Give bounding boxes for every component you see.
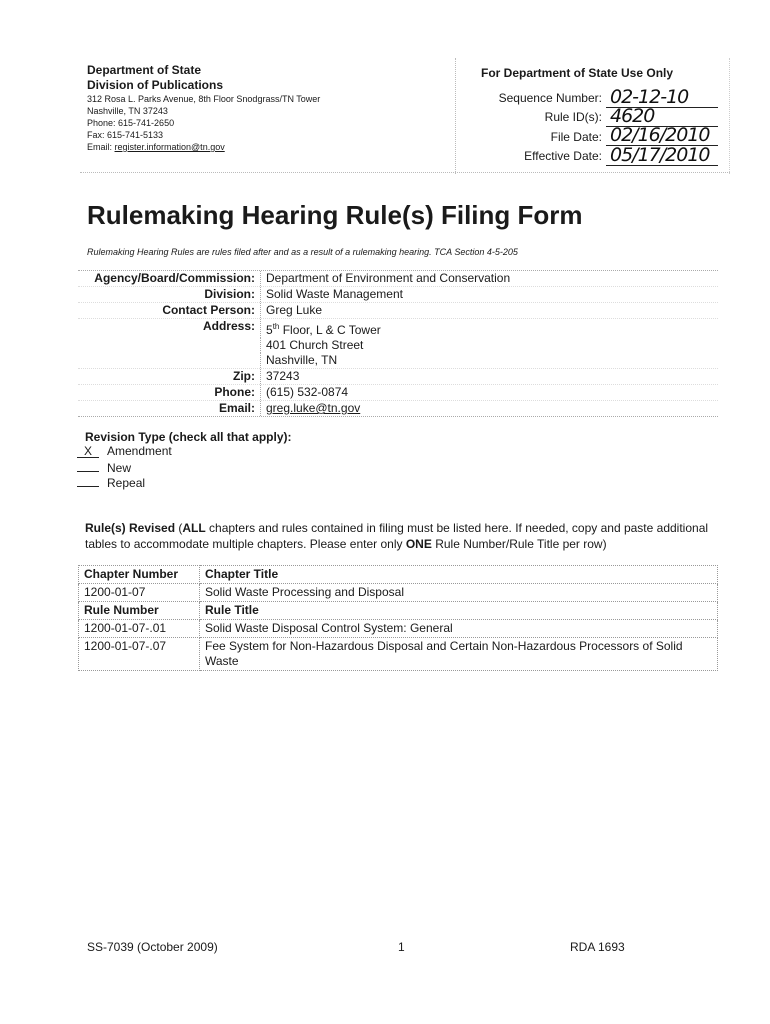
email-value[interactable]: greg.luke@tn.gov [260,401,718,416]
revision-option-label: Amendment [107,444,172,458]
rule-title-cell[interactable]: Fee System for Non-Hazardous Disposal and Certain Non-Hazardous Processors of Solid Waste [200,638,718,671]
chapter-title-cell[interactable]: Solid Waste Processing and Disposal [200,584,718,602]
sequence-number-value[interactable]: 02-12-10 [606,86,718,108]
effective-date-label: Effective Date: [524,149,602,163]
chapter-number-cell[interactable]: 1200-01-07 [79,584,200,602]
revision-type-heading: Revision Type (check all that apply): [85,430,292,444]
publisher-city: Nashville, TN 37243 [87,106,168,116]
file-date-label: File Date: [550,130,602,144]
revision-type-section [85,430,292,489]
address-line-3[interactable]: Nashville, TN [260,353,718,368]
intro-text: ( [175,521,183,535]
rule-number-cell[interactable]: 1200-01-07-.01 [79,620,200,638]
address-line-1[interactable] [260,319,718,338]
revision-checkbox[interactable] [77,459,99,472]
table-row [79,602,718,620]
intro-text: Rule Number/Rule Title per row) [431,537,607,551]
rule-title-header: Rule Title [200,602,718,620]
publisher-email-link[interactable]: register.information@tn.gov [114,142,225,152]
header-divider [80,172,730,173]
revision-option-label: New [107,461,132,475]
table-row [79,620,718,638]
state-use-title: For Department of State Use Only [481,66,674,80]
sequence-number-label: Sequence Number: [498,91,602,105]
rule-number-cell[interactable]: 1200-01-07-.07 [79,638,200,671]
revision-option-new[interactable] [85,459,292,474]
form-title: Rulemaking Hearing Rule(s) Filing Form [87,200,583,230]
revision-checkbox[interactable]: X [77,445,99,458]
address-spacer [78,353,260,368]
agency-info-table [78,270,718,417]
file-date-value[interactable]: 02/16/2010 [606,124,718,146]
contact-person-label: Contact Person: [162,303,255,317]
revision-option-repeal[interactable] [85,474,292,489]
revision-checkbox[interactable] [77,474,99,487]
chapter-title-header: Chapter Title [200,566,718,584]
chapter-number-header: Chapter Number [79,566,200,584]
intro-one: ONE [405,537,432,551]
rda-number: RDA 1693 [570,940,625,954]
rule-title-cell[interactable]: Solid Waste Disposal Control System: General [200,620,718,638]
agency-label: Agency/Board/Commission: [94,271,255,285]
address-line-2[interactable]: 401 Church Street [260,338,718,353]
effective-date-value[interactable]: 05/17/2010 [606,144,718,166]
phone-value[interactable]: (615) 532-0874 [260,385,718,400]
page-number: 1 [398,940,405,954]
zip-label: Zip: [233,369,255,383]
agency-value[interactable]: Department of Environment and Conservation [260,271,718,286]
publisher-address: 312 Rosa L. Parks Avenue, 8th Floor Snodgrass/TN Tower [87,94,321,104]
publisher-fax: Fax: 615-741-5133 [87,130,164,140]
revision-option-amendment[interactable] [85,444,292,459]
rule-ids-label: Rule ID(s): [544,110,602,124]
table-row [79,566,718,584]
department-name: Department of State [87,63,202,77]
rules-table [78,565,718,671]
contact-person-value[interactable]: Greg Luke [260,303,718,318]
publisher-email-label: Email: [87,142,115,152]
state-use-box [455,58,730,174]
address-street: Floor, L & C Tower [279,323,381,337]
rule-ids-value[interactable]: 4620 [606,105,718,127]
division-value[interactable]: Solid Waste Management [260,287,718,302]
division-label: Division: [204,287,255,301]
publisher-email-line [87,141,447,153]
publisher-phone: Phone: 615-741-2650 [87,118,175,128]
division-name: Division of Publications [87,78,224,92]
rule-number-header: Rule Number [79,602,200,620]
form-id: SS-7039 (October 2009) [87,940,218,954]
zip-value[interactable]: 37243 [260,369,718,384]
address-spacer [78,338,260,353]
address-label: Address: [202,319,255,333]
intro-all: ALL [182,521,206,535]
table-row [79,584,718,602]
table-row [79,638,718,671]
email-label: Email: [218,401,255,415]
address-number: 5 [266,323,273,337]
form-subtitle: Rulemaking Hearing Rules are rules filed after and as a result of a rulemaking hearing. TCA Section 4-5-205 [87,247,518,257]
revision-option-label: Repeal [107,476,146,490]
address-superscript: th [272,322,280,331]
publisher-block [87,63,447,153]
phone-label: Phone: [214,385,255,399]
intro-text: chapters and rules contained in filing must be listed here. If needed, copy and paste additional tables to accommodate multiple chapters. Please enter only [85,521,709,551]
rules-revised-heading: Rule(s) Revised [85,521,176,535]
rules-revised-intro [85,520,725,552]
